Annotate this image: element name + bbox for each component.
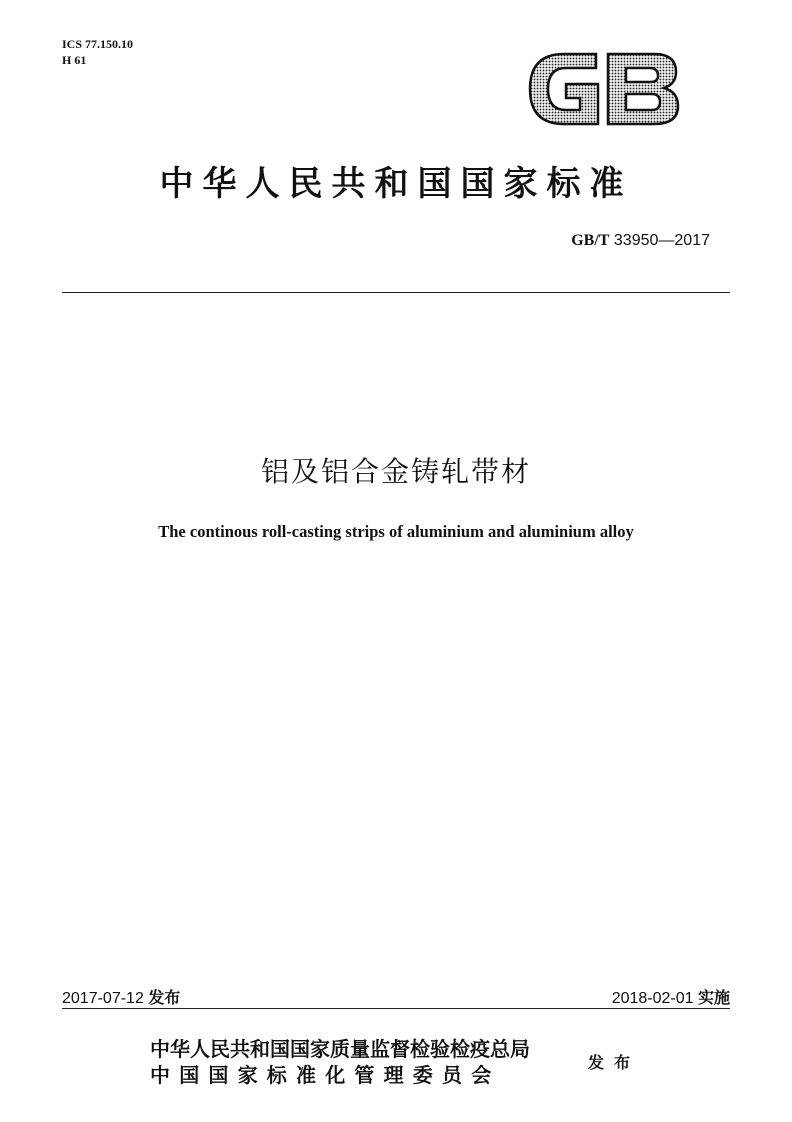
implementation-date-label: 实施: [697, 988, 730, 1007]
publisher-line-2: 中国国家标准化管理委员会: [150, 1063, 501, 1087]
standard-code-number: 33950—2017: [613, 232, 710, 249]
issue-date-value: 2017-07-12: [62, 990, 144, 1007]
ccs-code: H 61: [62, 53, 87, 67]
document-title-en: The continous roll-casting strips of aluminium and aluminium alloy: [158, 522, 634, 541]
issue-date-label: 发布: [148, 988, 181, 1007]
publisher-line-1: 中华人民共和国国家质量监督检验检疫总局: [150, 1037, 530, 1061]
top-divider: [62, 292, 730, 293]
publish-label: 发布: [588, 1053, 641, 1072]
classification-codes: [62, 36, 133, 68]
document-title-cn: 铝及铝合金铸轧带材: [260, 455, 531, 488]
standard-title: 中华人民共和国国家标准: [159, 164, 633, 204]
standard-code-prefix: GB/T: [571, 232, 610, 249]
implementation-date: [500, 985, 730, 1008]
standard-code: [460, 232, 710, 250]
gb-logo-text: GB: [524, 48, 526, 49]
issue-date: [62, 985, 180, 1008]
gb-logo-icon: [524, 48, 684, 130]
implementation-date-value: 2018-02-01: [611, 990, 694, 1007]
ics-code: ICS 77.150.10: [62, 37, 134, 51]
bottom-divider: [62, 1008, 730, 1009]
publishers: [150, 1036, 530, 1088]
